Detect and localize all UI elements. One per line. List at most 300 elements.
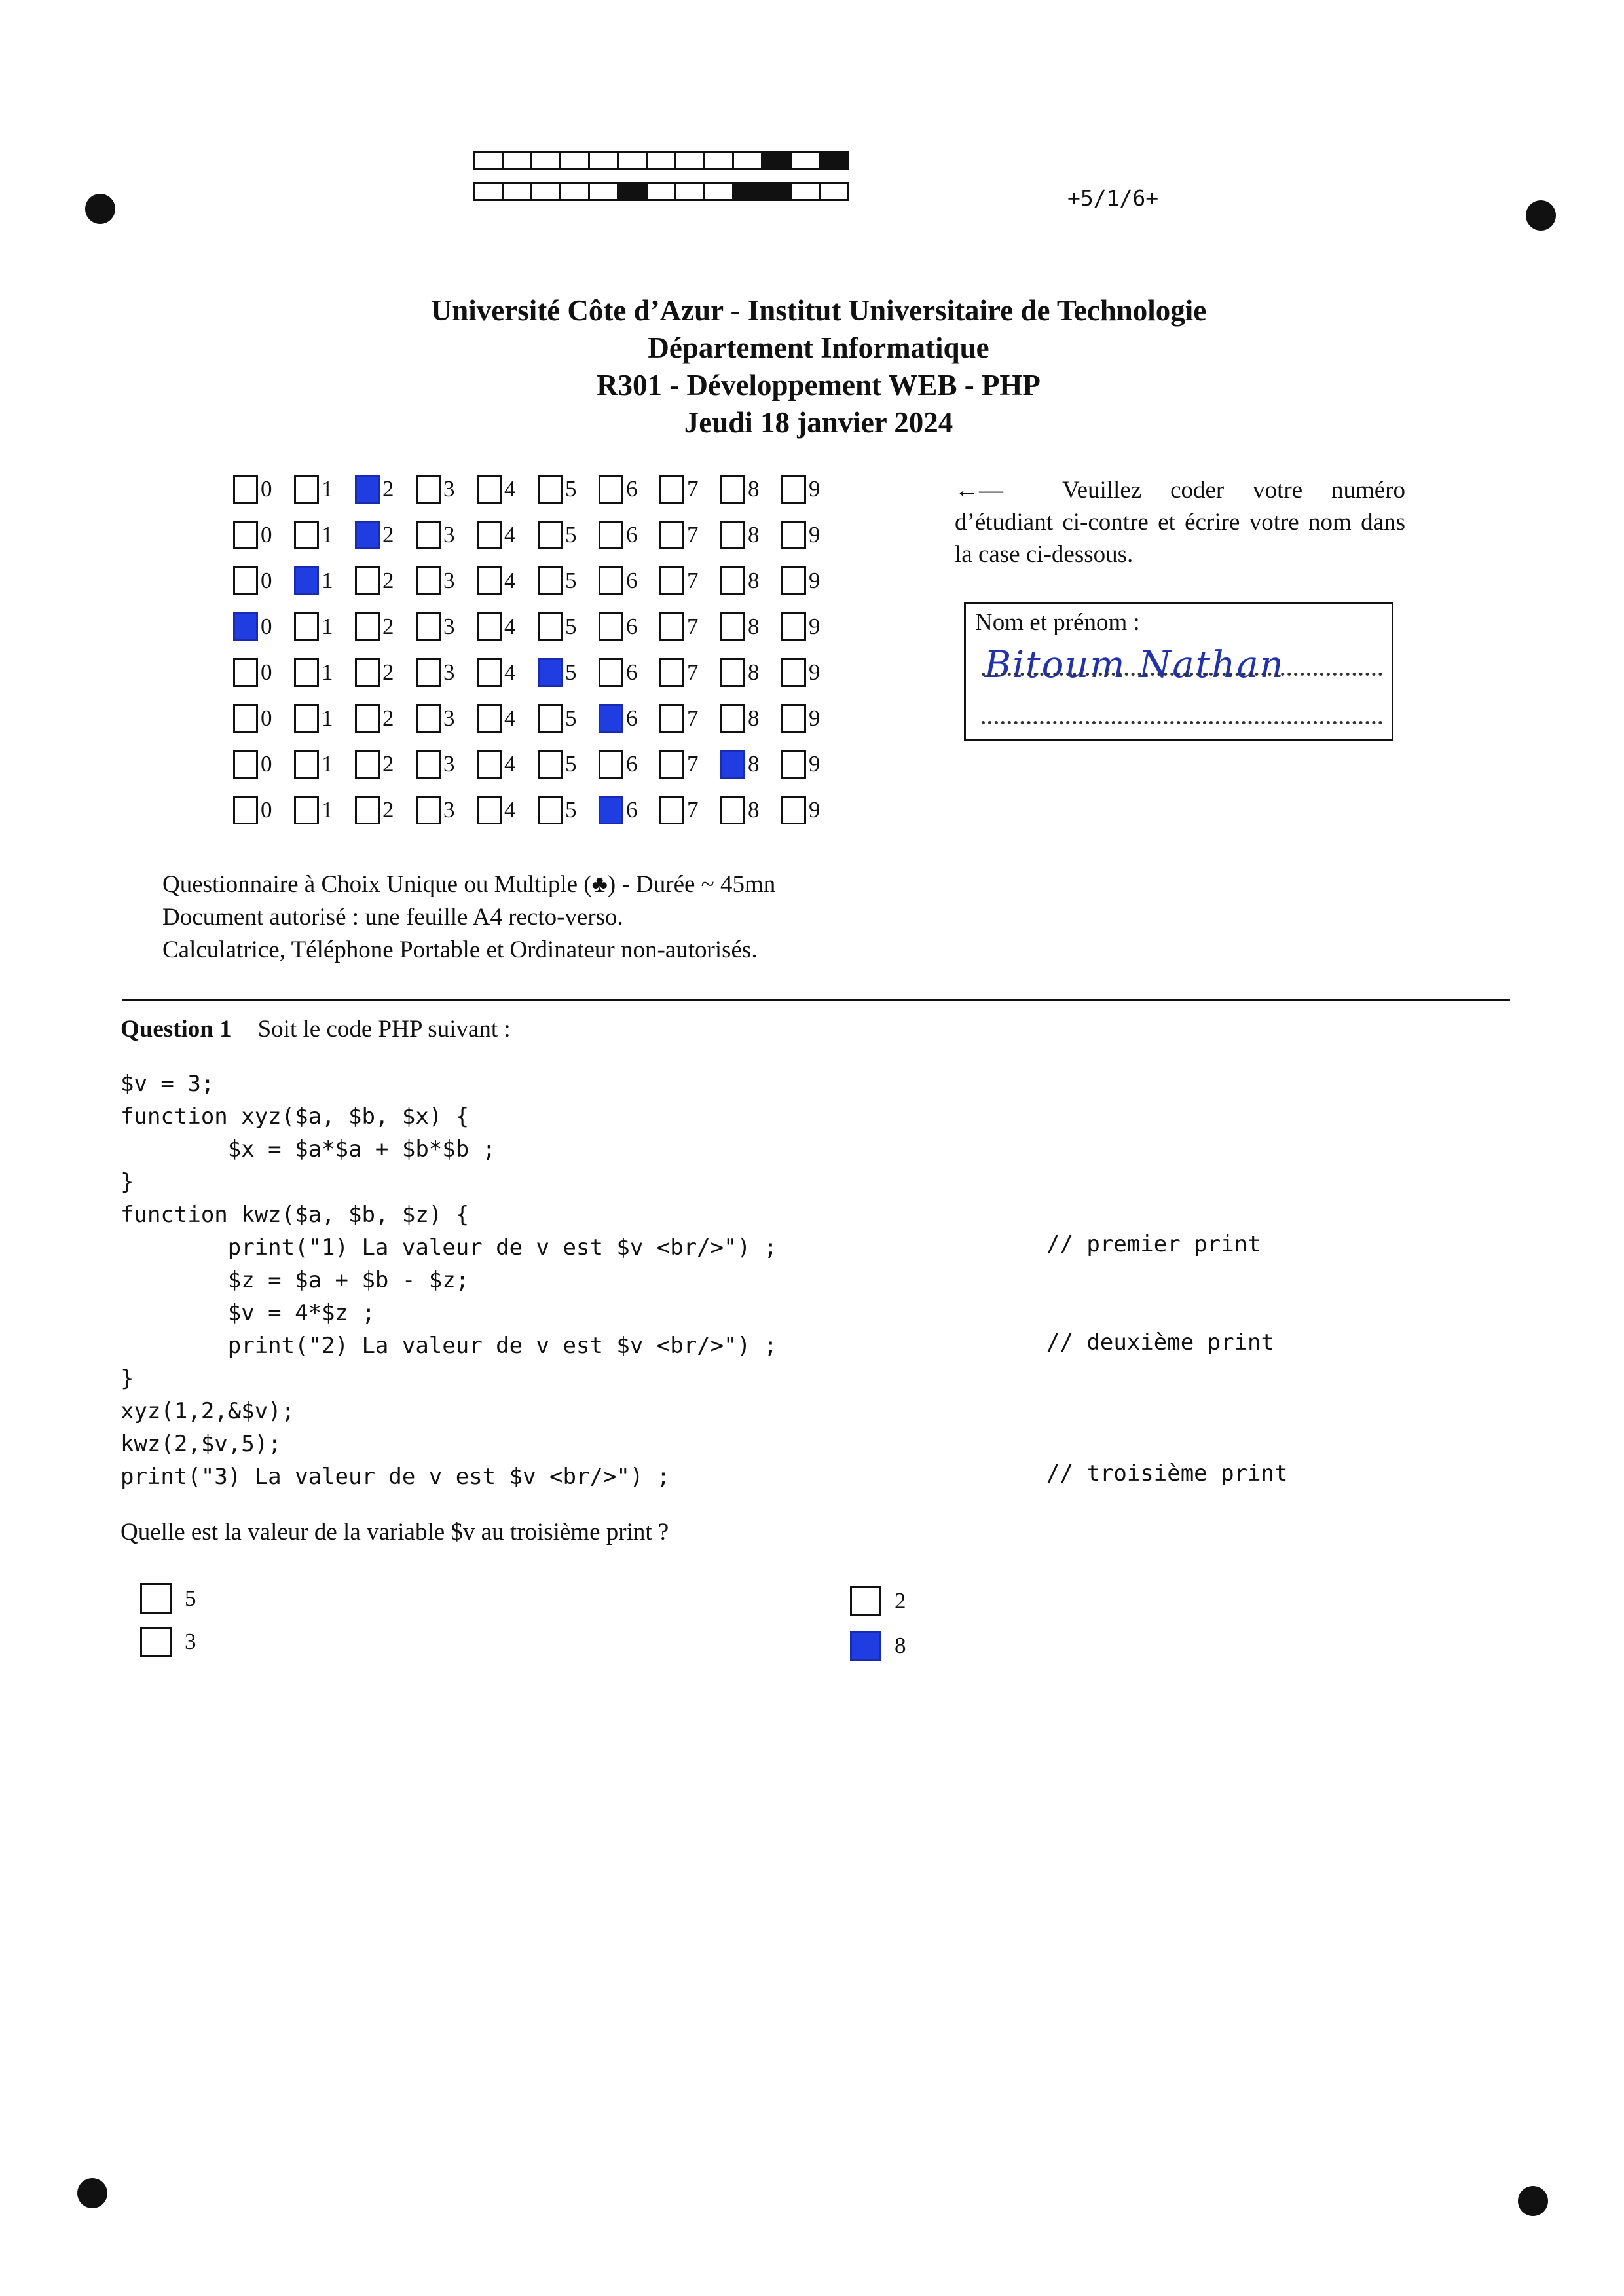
digit-label: 9 [809,751,821,777]
code-line: } [120,1169,134,1195]
digit-checkbox[interactable] [416,704,441,733]
digit-checkbox[interactable] [659,521,684,549]
digit-checkbox[interactable] [477,796,502,824]
digit-option[interactable] [355,796,416,824]
digit-option[interactable] [233,658,294,687]
digit-option[interactable] [599,658,659,687]
digit-label: 7 [687,568,699,593]
digit-option[interactable] [355,521,416,549]
digit-checkbox[interactable] [538,521,563,549]
digit-checkbox[interactable] [233,658,258,687]
digit-checkbox[interactable] [477,704,502,733]
digit-checkbox[interactable] [659,796,684,824]
digit-checkbox[interactable] [659,704,684,733]
digit-checkbox[interactable] [720,796,745,824]
question-prompt: Quelle est la valeur de la variable $v au troisième print ? [120,1519,669,1546]
digit-option[interactable] [477,658,538,687]
answer-option-4[interactable] [850,1631,906,1661]
digit-checkbox[interactable] [538,612,563,641]
digit-option[interactable] [416,658,477,687]
digit-label: 0 [261,522,272,547]
digit-label: 6 [626,522,638,547]
digit-label: 1 [322,568,333,593]
code-line: kwz(2,$v,5); [120,1431,282,1457]
barcode-cell [674,151,705,170]
digit-label: 8 [748,797,760,823]
digit-checkbox[interactable] [355,475,380,504]
digit-option[interactable] [720,475,781,504]
barcode-cell [588,182,619,201]
digit-option[interactable] [781,658,842,687]
digit-option[interactable] [720,796,781,824]
digit-checkbox[interactable] [294,658,319,687]
digit-checkbox[interactable] [599,566,623,595]
answer-option-2[interactable] [140,1627,196,1657]
digit-option[interactable] [233,612,294,641]
digit-option[interactable] [599,475,659,504]
digit-checkbox[interactable] [599,704,623,733]
answer-checkbox[interactable] [850,1631,881,1661]
left-arrow-icon: ←— [955,477,1003,504]
digit-label: 1 [322,797,333,823]
barcode-cell [559,151,590,170]
digit-option[interactable] [477,796,538,824]
digit-label: 9 [809,659,821,685]
question-intro: Soit le code PHP suivant : [257,1016,511,1043]
digit-label: 8 [748,751,760,777]
digit-label: 6 [626,705,638,731]
digit-option[interactable] [659,704,720,733]
digit-label: 6 [626,614,638,639]
digit-label: 1 [322,614,333,639]
digit-label: 4 [504,614,516,639]
digit-checkbox[interactable] [477,658,502,687]
digit-checkbox[interactable] [416,521,441,549]
digit-label: 5 [565,705,577,731]
digit-label: 8 [748,705,760,731]
digit-label: 7 [687,614,699,639]
digit-option[interactable] [599,521,659,549]
digit-option[interactable] [720,521,781,549]
barcode-cell [732,151,763,170]
dotted-line [982,721,1382,724]
digit-checkbox[interactable] [599,612,623,641]
digit-option[interactable] [720,750,781,779]
digit-checkbox[interactable] [659,475,684,504]
digit-checkbox[interactable] [781,658,806,687]
digit-label: 3 [443,568,455,593]
digit-option[interactable] [294,704,355,733]
header-date: Jeudi 18 janvier 2024 [684,406,953,439]
exam-info [162,868,775,967]
barcode-row-2 [473,182,847,201]
digit-label: 4 [504,568,516,593]
digit-label: 1 [322,751,333,777]
digit-label: 8 [748,568,760,593]
digit-option[interactable] [781,704,842,733]
digit-checkbox[interactable] [720,612,745,641]
digit-checkbox[interactable] [720,521,745,549]
digit-option[interactable] [416,521,477,549]
digit-option[interactable] [233,796,294,824]
digit-option[interactable] [659,750,720,779]
digit-label: 4 [504,751,516,777]
digit-option[interactable] [599,704,659,733]
digit-label: 7 [687,522,699,547]
digit-option[interactable] [599,612,659,641]
code-comment-2: // deuxième print [1046,1329,1274,1356]
code-line: xyz(1,2,&$v); [120,1398,295,1424]
digit-label: 1 [322,659,333,685]
digit-option[interactable] [294,612,355,641]
digit-label: 2 [382,705,394,731]
barcode-cell [761,182,792,201]
digit-checkbox[interactable] [294,750,319,779]
digit-checkbox[interactable] [659,566,684,595]
digit-checkbox[interactable] [294,612,319,641]
digit-label: 0 [261,751,272,777]
digit-option[interactable] [294,750,355,779]
digit-checkbox[interactable] [477,566,502,595]
digit-checkbox[interactable] [233,704,258,733]
digit-checkbox[interactable] [294,475,319,504]
digit-label: 8 [748,614,760,639]
digit-option[interactable] [599,750,659,779]
digit-checkbox[interactable] [416,612,441,641]
digit-label: 2 [382,568,394,593]
digit-checkbox[interactable] [781,475,806,504]
answer-option-3[interactable] [850,1586,906,1616]
digit-option[interactable] [294,475,355,504]
digit-checkbox[interactable] [233,475,258,504]
digit-label: 5 [565,614,577,639]
digit-option[interactable] [233,566,294,595]
digit-option[interactable] [538,658,599,687]
digit-label: 2 [382,797,394,823]
digit-checkbox[interactable] [659,658,684,687]
instructions-text: Veuillez coder votre numéro d’étudiant ci-contre et écrire votre nom dans la case ci-dessous. [955,477,1405,568]
code-line: $v = 4*$z ; [120,1300,375,1326]
digit-label: 3 [443,705,455,731]
digit-checkbox[interactable] [233,566,258,595]
barcode-cell [473,151,504,170]
digit-option[interactable] [355,704,416,733]
digit-option[interactable] [233,475,294,504]
digit-checkbox[interactable] [538,750,563,779]
code-line: function xyz($a, $b, $x) { [120,1103,470,1130]
digit-label: 3 [443,797,455,823]
digit-label: 0 [261,705,272,731]
digit-option[interactable] [477,521,538,549]
digit-checkbox[interactable] [599,750,623,779]
digit-label: 9 [809,476,821,502]
barcode-cell [617,151,648,170]
digit-option[interactable] [538,612,599,641]
digit-label: 7 [687,797,699,823]
digit-option[interactable] [355,566,416,595]
digit-label: 5 [565,659,577,685]
digit-label: 5 [565,568,577,593]
digit-option[interactable] [781,796,842,824]
digit-label: 4 [504,659,516,685]
answer-checkbox[interactable] [140,1583,172,1614]
digit-checkbox[interactable] [781,796,806,824]
code-line: function kwz($a, $b, $z) { [120,1202,470,1228]
digit-option[interactable] [720,704,781,733]
code-line: $z = $a + $b - $z; [120,1267,470,1293]
digit-option[interactable] [355,750,416,779]
digit-checkbox[interactable] [659,750,684,779]
digit-option[interactable] [477,475,538,504]
barcode-cell [502,151,532,170]
digit-option[interactable] [538,475,599,504]
digit-label: 3 [443,751,455,777]
barcode-cell [559,182,590,201]
digit-label: 6 [626,751,638,777]
barcode-cell [617,182,648,201]
digit-option[interactable] [355,475,416,504]
student-number-row [233,741,842,787]
digit-checkbox[interactable] [294,704,319,733]
digit-checkbox[interactable] [599,521,623,549]
digit-label: 5 [565,751,577,777]
digit-checkbox[interactable] [599,796,623,824]
student-number-row [233,512,842,558]
exam-info-line-1: Questionnaire à Choix Unique ou Multiple (♣) - Durée ~ 45mn [162,871,776,898]
digit-checkbox[interactable] [781,521,806,549]
digit-label: 2 [382,476,394,502]
digit-option[interactable] [355,612,416,641]
digit-label: 3 [443,476,455,502]
header-university: Université Côte d’Azur - Institut Universitaire de Technologie [430,294,1207,327]
exam-header [0,292,1624,441]
digit-option[interactable] [538,796,599,824]
digit-option[interactable] [659,796,720,824]
digit-checkbox[interactable] [781,612,806,641]
name-field-label: Nom et prénom : [975,609,1140,636]
digit-checkbox[interactable] [659,612,684,641]
digit-checkbox[interactable] [233,612,258,641]
registration-dot-top-right [1526,200,1556,231]
digit-label: 9 [809,797,821,823]
digit-option[interactable] [233,521,294,549]
digit-option[interactable] [720,658,781,687]
digit-option[interactable] [659,658,720,687]
digit-option[interactable] [294,521,355,549]
digit-checkbox[interactable] [416,658,441,687]
digit-option[interactable] [659,521,720,549]
digit-label: 3 [443,522,455,547]
digit-checkbox[interactable] [599,475,623,504]
digit-label: 6 [626,568,638,593]
digit-checkbox[interactable] [477,750,502,779]
digit-option[interactable] [477,704,538,733]
digit-option[interactable] [538,521,599,549]
digit-option[interactable] [416,796,477,824]
digit-label: 4 [504,797,516,823]
digit-label: 6 [626,659,638,685]
digit-option[interactable] [781,566,842,595]
digit-checkbox[interactable] [781,704,806,733]
code-line: } [120,1365,134,1392]
digit-checkbox[interactable] [720,658,745,687]
barcode-cell [790,151,821,170]
barcode-cell [703,151,734,170]
digit-option[interactable] [659,612,720,641]
digit-label: 4 [504,522,516,547]
barcode-cell [819,182,849,201]
header-course: R301 - Développement WEB - PHP [597,369,1041,401]
digit-checkbox[interactable] [720,475,745,504]
exam-info-line-3: Calculatrice, Téléphone Portable et Ordinateur non-autorisés. [162,936,758,963]
barcode-cell [703,182,734,201]
digit-checkbox[interactable] [538,796,563,824]
digit-option[interactable] [416,704,477,733]
digit-label: 0 [261,476,272,502]
digit-option[interactable] [781,475,842,504]
digit-option[interactable] [781,521,842,549]
digit-label: 8 [748,476,760,502]
digit-option[interactable] [416,566,477,595]
digit-checkbox[interactable] [538,658,563,687]
student-number-row [233,650,842,695]
registration-dot-bottom-right [1518,2186,1548,2216]
digit-label: 5 [565,522,577,547]
digit-checkbox[interactable] [294,796,319,824]
digit-label: 1 [322,522,333,547]
answer-checkbox[interactable] [850,1586,881,1616]
digit-label: 7 [687,751,699,777]
digit-checkbox[interactable] [233,750,258,779]
registration-dot-bottom-left [77,2178,107,2208]
digit-checkbox[interactable] [720,704,745,733]
digit-option[interactable] [233,750,294,779]
digit-checkbox[interactable] [416,796,441,824]
digit-checkbox[interactable] [233,796,258,824]
digit-option[interactable] [477,750,538,779]
digit-label: 6 [626,476,638,502]
digit-label: 0 [261,568,272,593]
answer-checkbox[interactable] [140,1627,172,1657]
digit-checkbox[interactable] [416,750,441,779]
digit-label: 9 [809,705,821,731]
php-code-block [120,1067,777,1493]
digit-checkbox[interactable] [294,566,319,595]
barcode-cell [530,151,561,170]
barcode-cell [646,151,676,170]
digit-label: 0 [261,797,272,823]
digit-option[interactable] [294,796,355,824]
digit-option[interactable] [781,750,842,779]
digit-option[interactable] [599,566,659,595]
digit-checkbox[interactable] [781,566,806,595]
answer-label: 5 [185,1585,196,1611]
digit-checkbox[interactable] [781,750,806,779]
digit-checkbox[interactable] [294,521,319,549]
name-field[interactable] [964,602,1393,741]
digit-label: 7 [687,659,699,685]
digit-checkbox[interactable] [416,475,441,504]
student-number-grid [233,466,842,833]
digit-checkbox[interactable] [355,612,380,641]
code-comment-3: // troisième print [1046,1460,1288,1487]
digit-option[interactable] [233,704,294,733]
digit-option[interactable] [416,750,477,779]
answer-label: 2 [895,1588,906,1614]
exam-info-line-2: Document autorisé : une feuille A4 recto-verso. [162,904,623,931]
digit-checkbox[interactable] [720,750,745,779]
digit-option[interactable] [355,658,416,687]
student-number-row [233,787,842,833]
digit-checkbox[interactable] [538,475,563,504]
digit-checkbox[interactable] [720,566,745,595]
digit-label: 9 [809,522,821,547]
digit-label: 9 [809,568,821,593]
digit-label: 2 [382,751,394,777]
digit-checkbox[interactable] [355,796,380,824]
barcode-cell [674,182,705,201]
header-department: Département Informatique [648,331,989,364]
digit-option[interactable] [781,612,842,641]
section-divider [122,999,1510,1001]
digit-checkbox[interactable] [355,658,380,687]
digit-checkbox[interactable] [416,566,441,595]
digit-option[interactable] [659,475,720,504]
digit-label: 7 [687,705,699,731]
digit-checkbox[interactable] [355,521,380,549]
digit-option[interactable] [720,566,781,595]
digit-option[interactable] [294,658,355,687]
code-line: print("3) La valeur de v est $v <br/>") ; [120,1464,671,1490]
digit-checkbox[interactable] [477,612,502,641]
digit-checkbox[interactable] [355,704,380,733]
digit-checkbox[interactable] [477,521,502,549]
digit-checkbox[interactable] [538,566,563,595]
digit-label: 2 [382,659,394,685]
digit-label: 7 [687,476,699,502]
digit-checkbox[interactable] [599,658,623,687]
barcode-cell [790,182,821,201]
digit-checkbox[interactable] [355,750,380,779]
digit-option[interactable] [416,612,477,641]
digit-option[interactable] [477,612,538,641]
barcode-cell [473,182,504,201]
student-number-instructions [955,474,1405,570]
digit-checkbox[interactable] [233,521,258,549]
digit-option[interactable] [538,750,599,779]
digit-checkbox[interactable] [538,704,563,733]
digit-option[interactable] [659,566,720,595]
answer-option-1[interactable] [140,1583,196,1614]
digit-option[interactable] [538,566,599,595]
digit-label: 9 [809,614,821,639]
digit-option[interactable] [416,475,477,504]
digit-checkbox[interactable] [477,475,502,504]
digit-option[interactable] [720,612,781,641]
digit-label: 0 [261,614,272,639]
student-number-row [233,604,842,650]
digit-option[interactable] [538,704,599,733]
code-line: print("1) La valeur de v est $v <br/>") ; [120,1234,778,1261]
digit-checkbox[interactable] [355,566,380,595]
barcode-cell [588,151,619,170]
student-number-row [233,466,842,512]
digit-option[interactable] [477,566,538,595]
digit-option[interactable] [294,566,355,595]
answer-label: 3 [185,1629,196,1654]
code-comment-1: // premier print [1046,1231,1261,1257]
digit-option[interactable] [599,796,659,824]
